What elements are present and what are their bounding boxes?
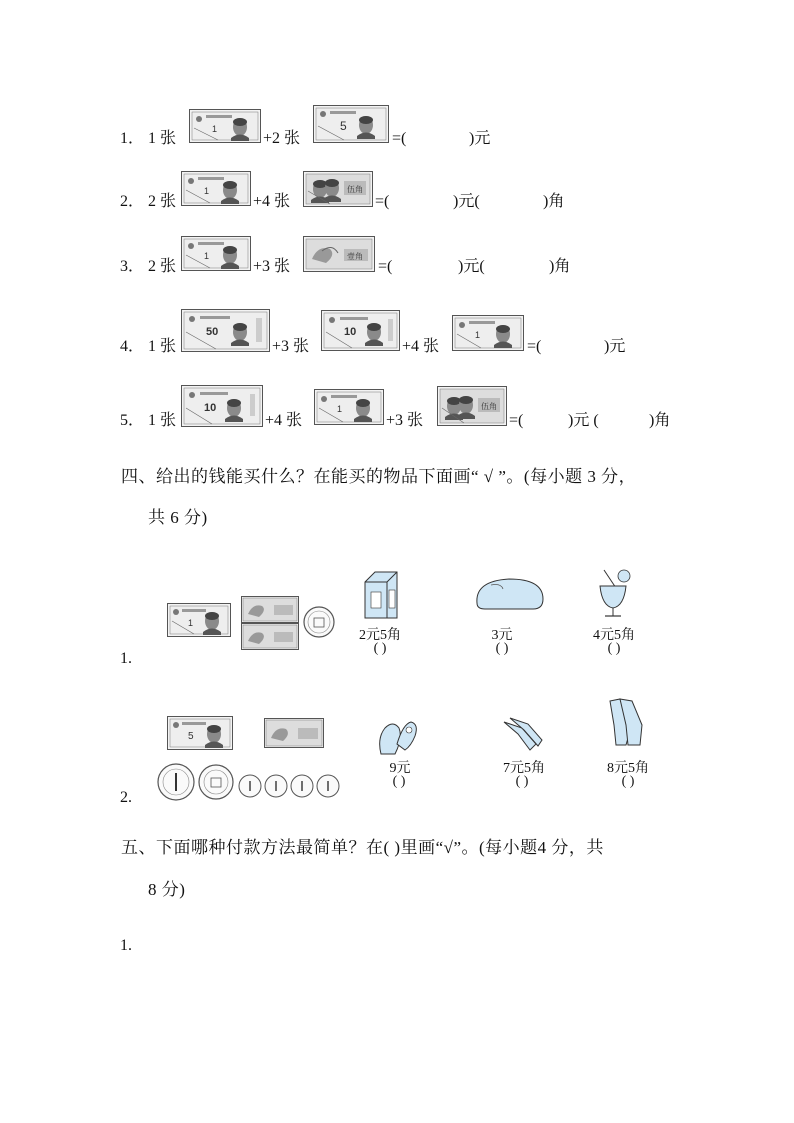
section-5-title-cont: 8 分): [148, 880, 186, 899]
item-1-part-d: )元: [469, 130, 491, 147]
work-gloves-icon: [606, 695, 648, 749]
price-label: 9元: [389, 761, 411, 776]
item-2-part-a: 2 张: [148, 193, 177, 210]
price-label: 4元5角: [593, 628, 635, 643]
item-1-part-c: =(: [392, 130, 407, 147]
item-5-part-d: =(: [509, 412, 524, 429]
price-label: 3元: [491, 628, 513, 643]
one-yuan-note: [189, 109, 261, 143]
note-value: 1: [212, 124, 218, 134]
note-value: 1: [188, 618, 194, 628]
answer-blank[interactable]: ( ): [392, 774, 406, 789]
q2-number: 2.: [120, 789, 132, 806]
bread-icon: [473, 573, 547, 613]
answer-blank[interactable]: ( ): [495, 641, 509, 656]
item-3-part-b: +3 张: [253, 258, 291, 275]
one-jiao-note: [241, 623, 299, 650]
note-value: 10: [344, 326, 357, 338]
item-3-part-d: )元(: [458, 258, 485, 275]
price-label: 8元5角: [607, 761, 649, 776]
ten-yuan-note: [181, 385, 263, 427]
note-value: 50: [206, 326, 219, 338]
fifty-yuan-note: [181, 309, 270, 352]
item-2-number: 2．: [120, 193, 145, 210]
item-2-part-b: +4 张: [253, 193, 291, 210]
one-yuan-note: [181, 171, 251, 206]
item-3-part-a: 2 张: [148, 258, 177, 275]
item-5-part-e: )元 (: [568, 412, 599, 429]
answer-blank[interactable]: ( ): [621, 774, 635, 789]
coin-one-yuan-icon: [158, 764, 194, 800]
coins-row: [156, 762, 352, 802]
section-5-title: 五、下面哪种付款方法最简单？在( )里画“√”。(每小题4 分，共: [121, 838, 604, 857]
item-5-part-b: +4 张: [265, 412, 303, 429]
item-1-number: 1．: [120, 130, 145, 147]
note-value: 壹角: [347, 252, 363, 261]
section-5-q1-number: 1.: [120, 937, 132, 954]
price-label: 2元5角: [359, 628, 401, 643]
item-5-part-a: 1 张: [148, 412, 177, 429]
item-2-part-c: =(: [375, 193, 390, 210]
five-yuan-note: [313, 105, 389, 143]
gloves-icon: [500, 714, 544, 756]
one-yuan-note: [181, 236, 251, 271]
item-3-part-c: =(: [378, 258, 393, 275]
note-value: 5: [188, 731, 194, 742]
note-value: 1: [337, 404, 343, 414]
coin-one-jiao-icon: [239, 775, 261, 797]
section-4-title-cont: 共 6 分): [148, 508, 208, 527]
answer-blank[interactable]: ( ): [373, 641, 387, 656]
note-value: 5: [340, 119, 347, 133]
item-4-part-a: 1 张: [148, 338, 177, 355]
item-3-number: 3．: [120, 258, 145, 275]
coin-one-jiao-icon: [291, 775, 313, 797]
five-jiao-note: [303, 171, 373, 207]
item-3-part-e: )角: [549, 258, 571, 275]
note-value: 10: [204, 402, 217, 414]
five-jiao-note: [437, 386, 507, 426]
item-1-part-b: +2 张: [263, 130, 301, 147]
item-2-part-e: )角: [543, 193, 565, 210]
price-label: 7元5角: [503, 761, 545, 776]
item-4-part-e: )元: [604, 338, 626, 355]
item-4-part-d: =(: [527, 338, 542, 355]
answer-blank[interactable]: ( ): [607, 641, 621, 656]
one-jiao-note: [264, 718, 324, 748]
one-jiao-note: [241, 596, 299, 623]
ten-yuan-note: [321, 310, 400, 351]
note-value: 1: [204, 186, 210, 196]
item-4-part-c: +4 张: [402, 338, 440, 355]
drink-icon: [594, 566, 636, 620]
item-5-part-f: )角: [649, 412, 671, 429]
item-2-part-d: )元(: [453, 193, 480, 210]
item-4-part-b: +3 张: [272, 338, 310, 355]
section-4-title: 四、给出的钱能买什么？在能买的物品下面画“ √ ”。(每小题 3 分，: [121, 467, 637, 486]
mittens-icon: [375, 714, 421, 760]
note-value: 伍角: [347, 185, 363, 194]
q1-number: 1.: [120, 650, 132, 667]
coin-one-yuan-icon: [199, 765, 233, 799]
note-value: 1: [204, 251, 210, 261]
item-1-part-a: 1 张: [148, 130, 177, 147]
one-jiao-note: [303, 236, 375, 272]
five-yuan-note: [167, 716, 233, 750]
coin-one-jiao-icon: [317, 775, 339, 797]
one-yuan-note: [314, 389, 384, 425]
note-value: 1: [475, 330, 481, 340]
coin-one-jiao-icon: [265, 775, 287, 797]
milk-carton-icon: [359, 568, 403, 622]
one-yuan-note: [452, 315, 524, 351]
note-value: 伍角: [481, 402, 497, 411]
item-4-number: 4．: [120, 338, 145, 355]
one-yuan-note: [167, 603, 231, 637]
coin-five-jiao-icon: [302, 605, 336, 639]
item-5-number: 5．: [120, 412, 145, 429]
answer-blank[interactable]: ( ): [515, 774, 529, 789]
item-5-part-c: +3 张: [386, 412, 424, 429]
